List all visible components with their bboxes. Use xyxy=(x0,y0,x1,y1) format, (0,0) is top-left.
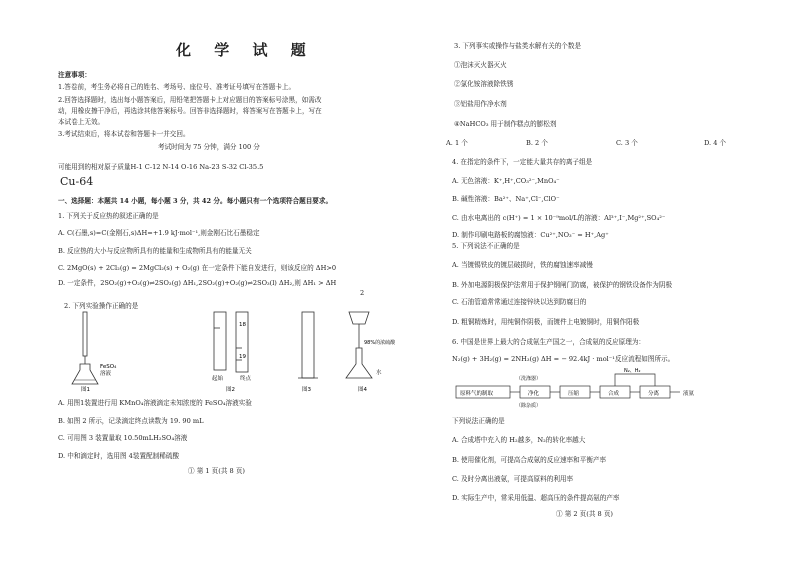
flow-liquid-ammonia: 液氨 xyxy=(683,391,695,397)
fig1-solution-label: 溶液 xyxy=(100,371,112,377)
q6-sub-stem: 下列说法正确的是 xyxy=(452,417,505,425)
q6-flow-diagram xyxy=(454,366,784,412)
q5-option-b: B. 外加电源阴极保护法常用于保护钢闸门防腐，被保护的钢铁设备作为阴极 xyxy=(452,281,673,289)
fig2-caption: 图2 xyxy=(226,387,235,393)
fig4-caption: 图4 xyxy=(358,387,367,393)
q3-option-b: B. 2 个 xyxy=(526,139,548,147)
notice-line: 1.答卷前，考生务必将自己的姓名、考场号、座位号、准考证号填写在答题卡上。 xyxy=(58,83,296,91)
section-heading: 一、选择题：本题共 14 小题，每小题 3 分，共 42 分。每小题只有一个选项符合题目要求。 xyxy=(58,197,333,205)
notice-line: 本试卷上无效。 xyxy=(58,118,105,126)
q2-option-a: A. 用图1装置进行用 KMnO₄溶液滴定未知浓度的 FeSO₄溶液实验 xyxy=(58,399,252,407)
q5-option-a: A. 当镀锡铁皮的镀层破损时，铁的腐蚀速率减慢 xyxy=(452,261,593,269)
q2-option-c: C. 可用图 3 装置量取 10.50mLH₂SO₄溶液 xyxy=(58,434,188,442)
notice-heading: 注意事项： xyxy=(58,71,91,79)
fig4-acid-label: 98%的浓硫酸 xyxy=(364,340,396,346)
q4-option-c: C. 由水电离出的 c(H⁺) = 1 × 10⁻⁹mol/L的溶液：Al³⁺,I⁻,Mg²⁺,SO₄²⁻ xyxy=(452,214,666,222)
flow-step-synth: 合成 xyxy=(608,391,620,397)
fig3-caption: 图3 xyxy=(302,387,311,393)
q4-option-d: D. 制作印刷电路板的腐蚀液：Cu²⁺,NO₃⁻ = H⁺,Ag⁺ xyxy=(452,231,609,239)
right-page xyxy=(446,0,786,561)
q2-stem: 2. 下列实验操作正确的是 xyxy=(64,302,139,310)
q6-equation: N₂(g) + 3H₂(g) = 2NH₃(g) ΔH = − 92.4kJ · mol⁻¹反应流程如图所示。 xyxy=(452,355,675,363)
notice-line: 动，用橡皮擦干净后，再选涂其他答案标号。回答非选择题时，将答案写在答题卡上，写在 xyxy=(58,107,322,115)
q5-option-d: D. 粗铜精炼时，用纯铜作阴极，而镀件上电镀铜时，用铜作阳极 xyxy=(452,318,640,326)
page-footer: ① 第 1 页(共 8 页) xyxy=(188,467,245,475)
atomic-mass-cu: Cu-64 xyxy=(60,175,94,188)
notice-line: 3.考试结束后，将本试卷和答题卡一并交回。 xyxy=(58,130,190,138)
q6-option-b: B. 使用催化剂，可提高合成氨的反应速率和平衡产率 xyxy=(452,456,607,464)
q2-figures xyxy=(46,308,396,393)
q3-item: ③铝盐用作净水剂 xyxy=(454,100,507,108)
fig1-caption: 图1 xyxy=(81,387,90,393)
q1-stem: 1. 下列关于反应热的叙述正确的是 xyxy=(58,212,159,220)
flow-step-compress: 压缩 xyxy=(568,391,580,397)
fig1-feso4-label: FeSO₄ xyxy=(100,364,117,370)
q1-option-b: B. 反应热的大小与反应物所具有的能量和生成物所具有的能量无关 xyxy=(58,247,252,255)
q5-stem: 5. 下列说法不正确的是 xyxy=(452,242,520,250)
notice-line: 2.回答选择题时，选出每小题答案后，用铅笔把答题卡上对应题目的答案标号涂黑，如需改 xyxy=(58,96,322,104)
flow-step-raw: 原料气的制取 xyxy=(460,391,494,397)
flow-step-separate: 分离 xyxy=(648,391,660,397)
q6-option-a: A. 合成塔中充入的 H₂越多，N₂的转化率越大 xyxy=(452,436,586,444)
page-title: 化 学 试 题 xyxy=(176,41,315,59)
flow-scrubber-label: （洗涤器） xyxy=(516,376,542,382)
q6-option-c: C. 及时分离出液氨，可提高原料的利用率 xyxy=(452,475,574,483)
page-footer: ① 第 2 页(共 8 页) xyxy=(556,510,613,518)
q3-option-c: C. 3 个 xyxy=(616,139,638,147)
q1-option-d: D. 一定条件，2SO₂(g)+O₂(g)⇌2SO₃(g) ΔH₁,2SO₂(g)+O₂(g)⇌2SO₃(l) ΔH₂,则 ΔH₁ > ΔH xyxy=(58,279,337,287)
q3-item: ①泡沫灭火器灭火 xyxy=(454,61,507,69)
left-page xyxy=(58,0,398,561)
q6-stem: 6. 中国是世界上最大的合成氨生产国之一，合成氨的反应原理为： xyxy=(452,338,646,346)
flow-impurity-label: （除杂质） xyxy=(516,403,542,409)
q1-option-d-subscript: 2 xyxy=(360,289,365,297)
atomic-mass: 可能用到的相对原子质量H-1 C-12 N-14 O-16 Na-23 S-32 Cl-35.5 xyxy=(58,163,264,171)
q3-option-d: D. 4 个 xyxy=(704,139,727,147)
q3-item: ②氯化铵溶液除铁锈 xyxy=(454,80,514,88)
q5-option-c: C. 石油管道常常通过连接锌块以达到防腐目的 xyxy=(452,298,587,306)
fig2-start-label: 起始 xyxy=(212,376,224,382)
fig2-tick-19: 19 xyxy=(239,354,246,360)
q4-option-b: B. 碱性溶液：Ba²⁺、Na⁺,Cl⁻,ClO⁻ xyxy=(452,195,560,203)
q3-stem: 3. 下列事实或操作与盐类水解有关的个数是 xyxy=(454,42,582,50)
q1-option-a: A. C(石墨,s)=C(金刚石,s)ΔH=+1.9 kJ·mol⁻¹,则金刚石比石墨稳定 xyxy=(58,229,260,237)
fig2-burette-readings xyxy=(214,312,248,372)
flow-step-purify: 净化 xyxy=(528,391,540,397)
fig2-tick-18: 18 xyxy=(239,322,246,328)
q3-option-a: A. 1 个 xyxy=(446,139,468,147)
q4-stem: 4. 在指定的条件下，一定能大量共存的离子组是 xyxy=(452,158,593,166)
q6-option-d: D. 实际生产中，常采用低温、超高压的条件提高氨的产率 xyxy=(452,494,620,502)
fig4-water-label: 水 xyxy=(376,370,382,376)
fig1-titration-setup xyxy=(72,312,98,384)
exam-time: 考试时间为 75 分钟，满分 100 分 xyxy=(158,143,260,151)
flow-recycle-label: N₂、H₂ xyxy=(624,368,641,374)
q3-item: ④NaHCO₃ 用于制作糕点的膨松剂 xyxy=(454,120,557,128)
q4-option-a: A. 无色溶液：K⁺,H⁺,CO₃²⁻,MnO₄⁻ xyxy=(452,177,560,185)
q2-option-d: D. 中和滴定时，选用图 4装置配制稀硫酸 xyxy=(58,452,180,460)
q1-option-c: C. 2MgO(s) + 2Cl₂(g) = 2MgCl₂(s) + O₂(g) 在一定条件下能自发进行，则该反应的 ΔH>0 xyxy=(58,264,337,272)
q2-option-b: B. 如图 2 所示，记录滴定终点读数为 19. 90 mL xyxy=(58,417,204,425)
fig2-end-label: 终点 xyxy=(240,376,252,382)
fig3-cylinder xyxy=(298,312,318,378)
